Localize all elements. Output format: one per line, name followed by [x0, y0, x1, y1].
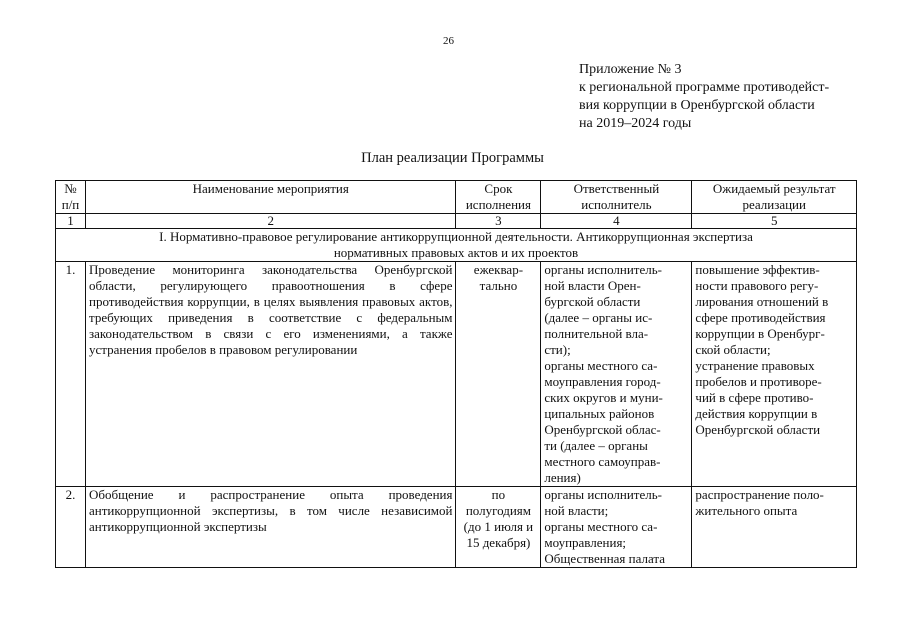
- header-activity-name: Наименование мероприятия: [86, 181, 456, 214]
- result-cell: распространение поло- жительного опыта: [692, 487, 857, 568]
- appendix-line: вия коррупции в Оренбургской области: [579, 98, 815, 113]
- activity-name: Проведение мониторинга законодательства Оренбургской области, регулирующего правоотношения в сфере противодействия коррупции, в целях выявления правовых актов, требующих приведения в соответствие с федеральным законодательством в связи с его изменениями, а также устранения пробелов в правовом регулировании: [86, 262, 456, 487]
- document-title: План реализации Программы: [361, 150, 544, 166]
- row-number: 1.: [56, 262, 86, 487]
- plan-table: [55, 180, 857, 568]
- column-number: 4: [541, 214, 692, 229]
- column-number: 5: [692, 214, 857, 229]
- column-number: 2: [86, 214, 456, 229]
- column-number: 1: [56, 214, 86, 229]
- section-heading: I. Нормативно-правовое регулирование антикоррупционной деятельности. Антикоррупционная экспертиза нормативных правовых актов и их проектов: [56, 229, 857, 262]
- header-row: [56, 181, 857, 214]
- executor-cell: органы исполнитель- ной власти Орен- бургской области (далее – органы ис- полнительной вла- сти); органы местного са- моуправления город- ских округов и муни- ципальных районов Оренбургской облас- ти (далее – органы местного самоуправ- ления): [541, 262, 692, 487]
- section-heading-row: [56, 229, 857, 262]
- page-number: 26: [443, 35, 454, 47]
- term-cell: ежеквар- тально: [456, 262, 541, 487]
- row-number: 2.: [56, 487, 86, 568]
- header-term: Срок исполнения: [456, 181, 541, 214]
- appendix-note: [579, 61, 829, 133]
- header-number: № п/п: [56, 181, 86, 214]
- column-number-row: [56, 214, 857, 229]
- table-row: [56, 262, 857, 487]
- appendix-line: на 2019–2024 годы: [579, 116, 692, 131]
- appendix-line: Приложение № 3: [579, 62, 682, 77]
- column-number: 3: [456, 214, 541, 229]
- activity-name: Обобщение и распространение опыта проведения антикоррупционной экспертизы, в том числе независимой антикоррупционной экспертизы: [86, 487, 456, 568]
- header-executor: Ответственный исполнитель: [541, 181, 692, 214]
- result-cell: повышение эффектив- ности правового регу- лирования отношений в сфере противодействия коррупции в Оренбург- ской области; устранение правовых пробелов и противоре- чий в сфере противо- действия коррупции в Оренбургской области: [692, 262, 857, 487]
- table-row: [56, 487, 857, 568]
- executor-cell: органы исполнитель- ной власти; органы местного са- моуправления; Общественная палата: [541, 487, 692, 568]
- appendix-line: к региональной программе противодейст-: [579, 80, 830, 95]
- term-cell: по полугодиям (до 1 июля и 15 декабря): [456, 487, 541, 568]
- header-expected-result: Ожидаемый результат реализации: [692, 181, 857, 214]
